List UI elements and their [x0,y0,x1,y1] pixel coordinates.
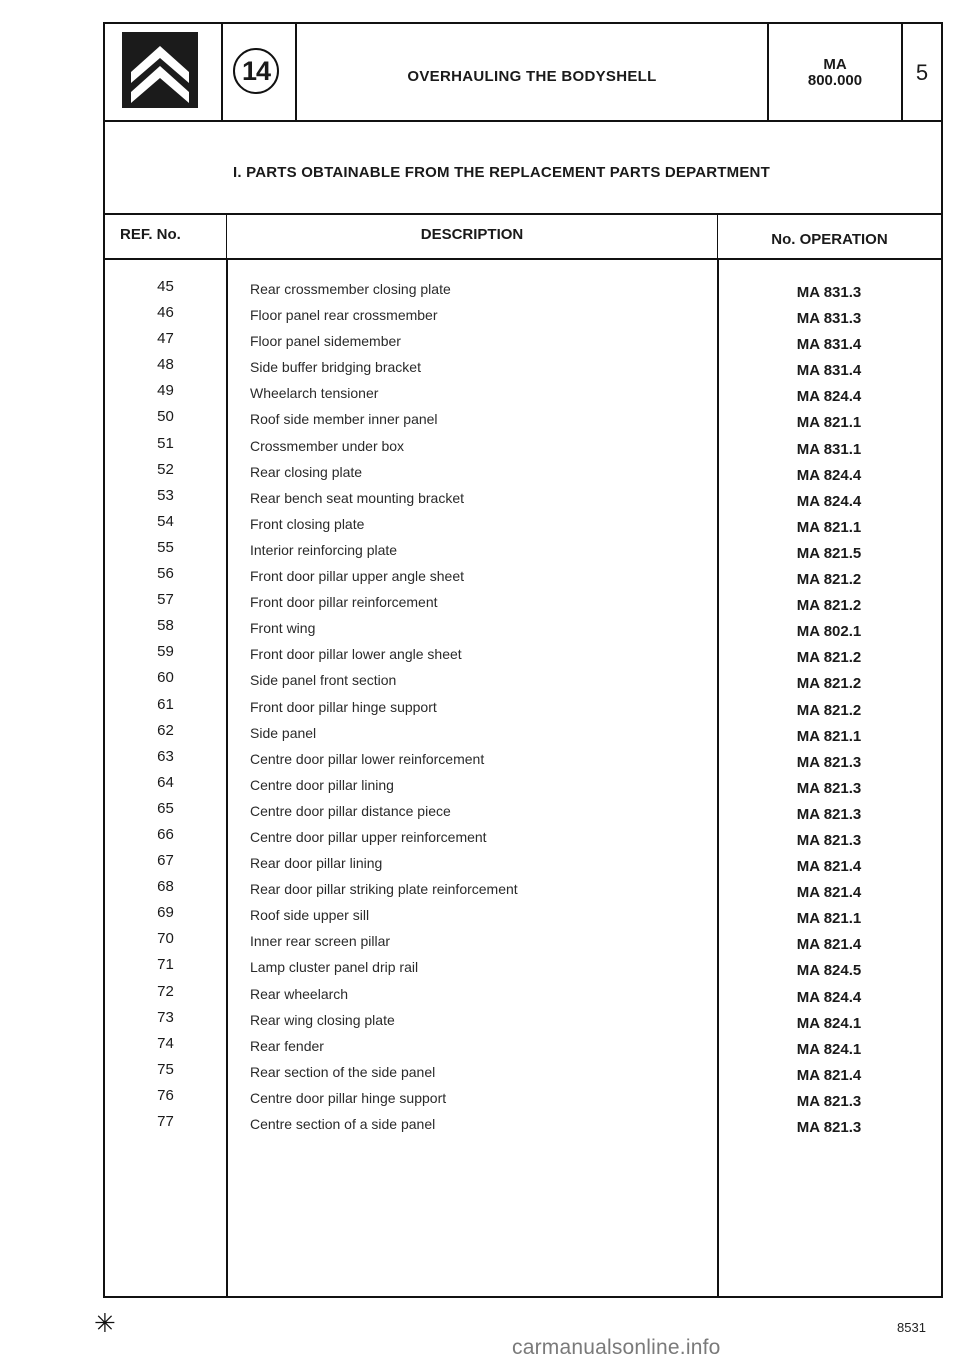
ref-cell: 77 [157,1113,174,1130]
operation-cell: MA 821.4 [796,936,862,954]
ref-cell: 61 [157,695,174,713]
citroen-logo-icon [122,32,198,108]
table-row [105,591,941,617]
operation-cell: MA 821.3 [796,779,862,797]
table-row [105,1113,941,1139]
table-row [105,643,941,669]
table-row [105,956,941,982]
operation-cell: MA 821.1 [796,518,862,536]
operation-cell: MA 824.4 [796,388,862,406]
table-row [105,382,941,408]
table-row [105,617,941,643]
ref-cell: 72 [157,982,174,1000]
ref-cell: 52 [157,460,174,478]
ref-cell: 67 [157,852,174,870]
description-cell: Side panel [250,724,317,741]
header-bar [105,24,941,122]
description-cell: Rear closing plate [250,463,363,480]
ref-cell: 69 [157,904,174,922]
ref-cell: 55 [157,538,174,556]
description-cell: Floor panel sidemember [250,333,401,350]
ref-cell: 64 [157,773,174,791]
table-row [105,330,941,356]
ref-cell: 45 [157,278,174,295]
operation-cell: MA 821.3 [796,831,862,849]
table-row [105,826,941,852]
chapter-number: 14 [233,48,279,94]
ref-cell: 58 [157,617,174,635]
description-cell: Rear fender [250,1037,324,1054]
operation-cell: MA 831.4 [796,336,862,354]
table-row [105,565,941,591]
operation-cell: MA 821.1 [796,910,862,928]
table-row [105,304,941,330]
description-cell: Rear section of the side panel [250,1063,436,1080]
ref-cell: 57 [157,591,174,609]
column-header-description [226,213,717,260]
description-cell: Centre section of a side panel [250,1116,436,1132]
description-cell: Wheelarch tensioner [250,385,379,402]
ref-cell: 74 [157,1034,174,1052]
operation-cell: MA 831.1 [796,440,862,458]
table-row [105,435,941,461]
description-cell: Roof side upper sill [250,907,370,924]
operation-cell: MA 824.5 [796,962,862,980]
table-row [105,722,941,748]
operation-cell: MA 821.2 [796,597,862,615]
description-cell: Front door pillar lower angle sheet [250,646,462,663]
column-header-ref-label: REF. No. [120,226,181,243]
operation-cell: MA 821.2 [796,701,862,719]
section-heading-row [105,120,941,215]
description-cell: Lamp cluster panel drip rail [250,959,419,976]
ref-cell: 60 [157,669,174,687]
ref-cell: 48 [157,356,174,374]
table-row [105,930,941,956]
operation-cell: MA 821.1 [796,727,862,745]
operation-cell: MA 821.3 [796,753,862,771]
ref-cell: 56 [157,565,174,583]
ref-cell: 66 [157,825,174,843]
operation-cell: MA 821.2 [796,571,862,589]
parts-table-body [105,278,941,1139]
table-row [105,852,941,878]
column-header-ref [105,213,226,260]
ref-cell: 65 [157,799,174,817]
operation-cell: MA 824.4 [796,492,862,510]
table-row [105,878,941,904]
operation-cell: MA 821.3 [796,805,862,823]
table-row [105,774,941,800]
description-cell: Front closing plate [250,515,365,532]
ref-cell: 63 [157,747,174,765]
ref-cell: 54 [157,512,174,530]
page-frame [103,22,943,1298]
ref-cell: 68 [157,878,174,896]
ref-cell: 59 [157,643,174,661]
operation-code-number: 800.000 [807,72,863,89]
operation-code-cell [769,24,903,120]
table-row [105,748,941,774]
description-cell: Front wing [250,620,316,637]
description-cell: Rear bench seat mounting bracket [250,489,465,506]
column-header-operation [717,213,941,260]
description-cell: Centre door pillar lining [250,776,394,793]
ref-cell: 50 [157,408,174,426]
ref-cell: 51 [157,434,174,452]
table-row [105,487,941,513]
description-cell: Centre door pillar lower reinforcement [250,750,485,767]
operation-code-prefix: MA [823,56,847,73]
operation-cell: MA 821.3 [796,1119,862,1136]
operation-cell: MA 821.2 [796,649,862,667]
table-row [105,800,941,826]
operation-cell: MA 824.4 [796,466,862,484]
table-row [105,1061,941,1087]
description-cell: Front door pillar upper angle sheet [250,568,465,585]
table-row [105,696,941,722]
ref-cell: 49 [157,382,174,400]
description-cell: Centre door pillar hinge support [250,1089,447,1106]
description-cell: Rear wing closing plate [250,1011,395,1028]
operation-cell: MA 802.1 [796,623,862,641]
ref-cell: 53 [157,486,174,504]
table-row [105,983,941,1009]
operation-cell: MA 824.1 [796,1014,862,1032]
page-number-cell [903,24,941,120]
operation-cell: MA 821.3 [796,1092,862,1110]
ref-cell: 47 [157,330,174,348]
table-row [105,408,941,434]
operation-cell: MA 831.3 [796,284,862,301]
operation-cell: MA 821.2 [796,675,862,693]
operation-cell: MA 821.4 [796,884,862,902]
table-row [105,356,941,382]
asterisk-symbol: ✳ [94,1308,116,1338]
operation-cell: MA 824.1 [796,1040,862,1058]
operation-cell: MA 821.5 [796,544,862,562]
description-cell: Side panel front section [250,672,397,689]
description-cell: Front door pillar reinforcement [250,594,438,611]
table-row [105,539,941,565]
ref-cell: 46 [157,304,174,322]
logo-cell [105,24,223,120]
operation-cell: MA 821.4 [796,858,862,876]
ref-cell: 75 [157,1060,174,1078]
ref-cell: 71 [157,956,174,974]
ref-cell: 62 [157,721,174,739]
operation-cell: MA 824.4 [796,988,862,1006]
description-cell: Interior reinforcing plate [250,541,398,558]
description-cell: Crossmember under box [250,437,405,454]
ref-cell: 70 [157,930,174,948]
page-title: OVERHAULING THE BODYSHELL [407,68,657,85]
table-row [105,1035,941,1061]
description-cell: Centre door pillar distance piece [250,802,451,819]
column-header-description-label: DESCRIPTION [420,226,524,243]
section-heading: I. PARTS OBTAINABLE FROM THE REPLACEMENT PARTS DEPARTMENT [233,164,770,181]
document-code: 8531 [897,1320,926,1335]
description-cell: Rear wheelarch [250,985,349,1002]
table-row [105,278,941,304]
chapter-number-cell [223,24,297,120]
operation-cell: MA 821.4 [796,1066,862,1084]
table-row [105,461,941,487]
operation-cell: MA 821.1 [796,414,862,432]
description-cell: Inner rear screen pillar [250,933,391,950]
operation-cell: MA 831.3 [796,310,862,328]
ref-cell: 73 [157,1008,174,1026]
description-cell: Floor panel rear crossmember [250,307,438,324]
description-cell: Front door pillar hinge support [250,698,437,715]
description-cell: Roof side member inner panel [250,411,438,428]
description-cell: Rear door pillar lining [250,855,383,872]
description-cell: Centre door pillar upper reinforcement [250,828,487,845]
operation-cell: MA 831.4 [796,362,862,380]
description-cell: Rear door pillar striking plate reinforcement [250,881,518,898]
description-cell: Side buffer bridging bracket [250,359,421,376]
page-number: 5 [915,60,929,85]
column-header-operation-label: No. OPERATION [771,231,888,248]
description-cell: Rear crossmember closing plate [250,281,451,297]
table-row [105,513,941,539]
table-row [105,1087,941,1113]
title-cell [297,24,769,120]
table-row [105,904,941,930]
table-row [105,669,941,695]
watermark: carmanualsonline.info [512,1336,721,1359]
table-row [105,1009,941,1035]
ref-cell: 76 [157,1086,174,1104]
